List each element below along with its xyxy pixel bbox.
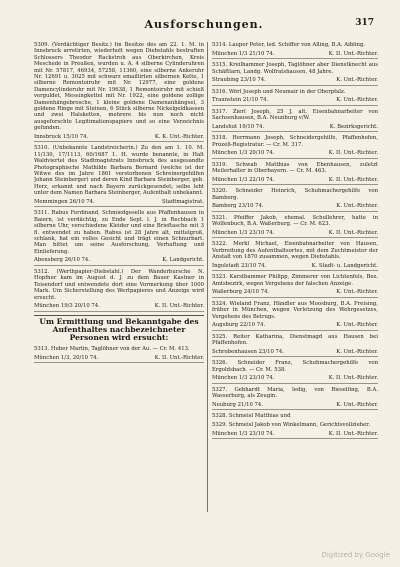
notice-text: 5310. (Unbekannte Landstreicherin.) Zu den am 1. 10. M. 11/130, 17/1113, 60/1687 1. H. wurde benannte, in Halt Waldviertel des Stadtmagistrats Innsbruck des ausgesandte Photographische Mathilde Barbara Bernard (welche ist der Witwe des im Jahre 1861 verstorbenen Schreinergehilfen Johann Steinberger) und deren Kind Barbara Steinberger, geb. Herz, erkannt und nach Bayern zurückgesendet; selbe lebt unter dem Namen Barbara Steinberger, Aufenthalt unbekannt.	[34, 145, 204, 197]
notice-entry	[212, 241, 378, 271]
notice-signature	[212, 322, 378, 330]
notice-text: 5320. Schneider Heinrich, Schuhmachergehilfe von Bamberg.	[212, 188, 378, 201]
notice-authority: K. Unt.-Richter.	[336, 322, 378, 329]
notice-authority: K. II. Unt.-Richter.	[328, 150, 378, 157]
notice-text: 5322. Merkl Michael, Eisenbahnarbeiter von Hausen, Verbreitung des Aufenthaltsortes, mit dem Zuchtmeister der Anstalt von 1870 zusammen, wegen Diebstahls.	[212, 241, 378, 261]
notice-authority: K. K. Unt.-Richter.	[154, 133, 204, 140]
notice-entry	[212, 215, 378, 239]
notice-text: 5318. Herrmann Joseph, Schneidergehilfe, Pfaffenhofen, Prozeß-Registratur. — Cr. M. 317.	[212, 135, 378, 148]
notice-text: 5324. Wieland Franz, Händler aus Moosburg, B.A. Freising, früher in München, wegen Verletzung des Wehrgesetzes, Vergehens des Betrugs.	[212, 300, 378, 320]
notice-entry	[34, 210, 204, 266]
notice-date: Abensberg 26/10 74.	[34, 257, 90, 264]
notice-text: 5321. Pfeiffer Jakob, ehemal. Schullehrer, hatte in Wolfenbuch, B.A. Waßerburg. — Cr. M. 623.	[212, 214, 378, 228]
page-header	[34, 18, 374, 34]
notice-date: Innsbruck 15/10 74.	[34, 133, 89, 140]
notice-entry	[212, 360, 378, 384]
notice-text: 5319. Schwab Matthias von Ebenhausen, zuletzt Meilerhalter in Oberbayern. — Cr. M. 463.	[212, 161, 378, 175]
notice-date: München 1/3 23/10 74.	[212, 430, 275, 437]
notice-authority: K. Unt.-Richter.	[336, 348, 378, 355]
notice-entry	[212, 422, 378, 439]
notice-signature	[212, 431, 378, 439]
notice-entry	[34, 346, 204, 363]
notice-text: 5326. Schneider Franz, Schuhmachergehilfe von Ergoldsbach. — Cr. M. 538.	[212, 360, 378, 373]
notice-text: 5328. Schmeisl Matthias und	[212, 413, 291, 420]
notice-signature	[212, 124, 378, 132]
notice-entry	[212, 89, 378, 106]
notice-signature	[34, 355, 204, 363]
notice-date: Ingolstadt 23/10 74.	[212, 262, 267, 269]
notice-text: 5313. Huber Martin, Taglöhner von der Au. — Cr. M. 413.	[34, 345, 190, 352]
notice-entry	[34, 145, 204, 207]
notice-text: 5315. Kreilhammer Joseph, Taglöhner aber Dienstknecht aus Schäftlarn, Landg. Wolfratshausen, 48 Jahre.	[212, 62, 378, 75]
notice-entry	[212, 62, 378, 86]
notice-authority: K. Landgericht.	[162, 257, 204, 264]
column-divider	[207, 42, 208, 512]
notice-signature	[34, 199, 204, 207]
notice-entry	[212, 42, 378, 59]
notice-date: München 1/3 22/10 74.	[212, 176, 275, 183]
notice-date: München 1/3, 20/10 74.	[34, 354, 99, 361]
notice-entry	[212, 334, 378, 358]
notice-authority: K. II. Unt.-Richter.	[154, 303, 204, 310]
notice-signature	[212, 150, 378, 158]
notice-date: Augsburg 22/10 74.	[212, 322, 266, 329]
notice-authority: K. Unt.-Richter.	[336, 401, 378, 408]
notice-date: München 1/3 20/10 74.	[212, 150, 275, 157]
notice-date: Schrobenhausen 23/10 74.	[212, 348, 284, 355]
notice-text: 5311. Rabus Ferdinand, Schmiedgeselle aus Pfaffenhausen in Baiern, ist verdächtig, zu Ende Sept. l. J. in Rechbach 1 silberne Uhr, verschiedene Kleider und eine Brieftasche mit 3 fl. entwendet zu haben. Rabus ist 28 Jahre alt, mittelgroß, schlank, hat ein volles Gesicht und trägt einen Schnurbart. Man bittet um seine Ausforschung, Verhaftung und Einlieferung.	[34, 210, 204, 255]
notice-entry	[212, 387, 378, 411]
notice-text: 5323. Karstbammer Philipp, Zimmerer von Lichtenfels, Bez. Amtsbezirk, wegen Vergehens der falschen Anzeige.	[212, 274, 378, 287]
notice-authority: K. II. Unt.-Richter.	[328, 50, 378, 57]
notice-text: 5309. (Verdächtiger Besitz.) Im Besitze des am 22. 1. M. in Innsbruck arretirten, wiederholt wegen Diebstahls bestraften Schlossers Theodor Rackstroh aus Oberkirchen, Kreis Meschede in Preußen, wurden u. A. 4 silberne Cylinderuhren mit Nr. 57817, 46934, 57258, 11360, eine silberne Ankeruhr Nr. 12691 u. 3025 mit schwarz emaillirten silbernen Kette, 1 silberne Remontoiruhr mit Nr. 12977, eine goldene Damencylinderuhr mit Nr. 19638, 1 Remontoiruhr mit schieß verguldet, Messingkettel mit Nr. 1922, eine goldene zollige Damenhängebrosche, 1 kleine goldene Damenanhängsel, 3 goldene Ringe mit Steinen, 6 Stück silberne Nickelgeldkassen und zwei Halsketten, mehrere bis nun noch nicht ausgeforschte Legitimationspapiere und so eine Verzeichnis gefunden.	[34, 42, 204, 132]
notice-signature	[212, 289, 378, 297]
notice-text: 5317. Zierl Joseph, 25 J. alt, Eisenbahnarbeiter von Sachsenhausen, B.A. Neunburg v/W.	[212, 108, 378, 122]
notice-date: München 19/3 20/10 74.	[34, 303, 100, 310]
notice-signature	[34, 257, 204, 265]
notice-entry	[212, 413, 378, 419]
notice-signature	[212, 51, 378, 59]
notice-authority: K. II. Unt.-Richter.	[328, 430, 378, 437]
notice-signature	[212, 77, 378, 85]
notice-signature	[212, 402, 378, 410]
notice-authority: K. Unt.-Richter.	[336, 97, 378, 104]
notice-authority: K. Stadt- u. Landgericht.	[311, 262, 378, 269]
notice-authority: K. Unt.-Richter.	[336, 289, 378, 296]
notice-signature	[212, 97, 378, 105]
notice-authority: Stadtmagistrat.	[161, 198, 204, 205]
notice-text: 5325. Reiter Katharina, Dienstmagd aus Hausen bei Pfaffenhofen.	[212, 333, 378, 347]
left-column	[34, 42, 204, 542]
notice-signature	[212, 203, 378, 211]
notice-date: München 1/3 23/10 74.	[212, 229, 275, 236]
notice-date: München 1/3 21/10 74.	[212, 50, 275, 57]
notice-authority: K. II. Unt.-Richter.	[328, 375, 378, 382]
notice-date: Straubing 23/10 74.	[212, 77, 266, 84]
notice-authority: K. Unt.-Richter.	[336, 77, 378, 84]
notice-signature	[212, 230, 378, 238]
notice-text: 5316. Wörl Joseph und Neumair in der Oberpfalz.	[212, 88, 346, 95]
notice-signature	[212, 177, 378, 185]
notice-date: Bamberg 23/10 74.	[212, 203, 264, 210]
notice-entry	[34, 42, 204, 142]
watermark: Digitized by Google	[321, 551, 390, 559]
notice-text: 5329. Schmeisl Jakob von Winkelmann, Gerichtsvollzieher.	[212, 421, 370, 428]
notice-signature	[34, 303, 204, 311]
notice-authority: K. II. Unt.-Richter.	[154, 354, 204, 361]
notice-date: Memmingen 26/10 74.	[34, 198, 95, 205]
notice-authority: K. Unt.-Richter.	[336, 203, 378, 210]
notice-date: Landshut 19/10 74.	[212, 123, 265, 130]
page-title: Ausforschungen.	[144, 18, 264, 31]
notice-entry	[212, 274, 378, 298]
notice-authority: K. Bezirksgericht.	[329, 123, 378, 130]
notice-date: Traunstein 21/10 74.	[212, 97, 269, 104]
notice-entry	[212, 162, 378, 186]
notice-entry	[212, 301, 378, 331]
notice-text: 5314. Lauper Peter, led. Schiffer von Alling, B.A. Aibling.	[212, 42, 366, 48]
notice-entry	[212, 135, 378, 159]
notice-text: 5312. (Werthpapier-Diebstahl.) Der Wanderbursche N. Hopfner kam im August d. J. zu dem Bauer Kastner in Teisendorf und entwendete dort eine Vormerkung über 1000 Mark. Um Sicherstellung des Wertpapieres und Anzeige wird ersucht.	[34, 268, 204, 301]
notice-entry	[212, 109, 378, 133]
notice-signature	[212, 375, 378, 383]
notice-authority: K. II. Unt.-Richter.	[328, 176, 378, 183]
notice-signature	[34, 134, 204, 142]
right-column	[212, 42, 378, 542]
notice-signature	[212, 263, 378, 271]
notice-date: Neuburg 21/10 74.	[212, 401, 263, 408]
page-number: 317	[355, 18, 374, 28]
notice-entry	[212, 188, 378, 212]
notice-entry	[34, 269, 204, 312]
notice-signature	[212, 349, 378, 357]
notice-date: München 1/3 23/10 74.	[212, 375, 275, 382]
section-heading: Um Ermittlung und Bekanntgabe des Aufenthaltes nachbezeichneter Personen wird ersucht:	[34, 315, 204, 343]
notice-authority: K. II. Unt.-Richter.	[328, 229, 378, 236]
notice-text: 5327. Gebhardt Maria, ledig, von Rieselfing, B.A. Wasserburg, als Zeugin.	[212, 386, 378, 400]
notice-date: Waßerburg 24/10 74.	[212, 289, 270, 296]
